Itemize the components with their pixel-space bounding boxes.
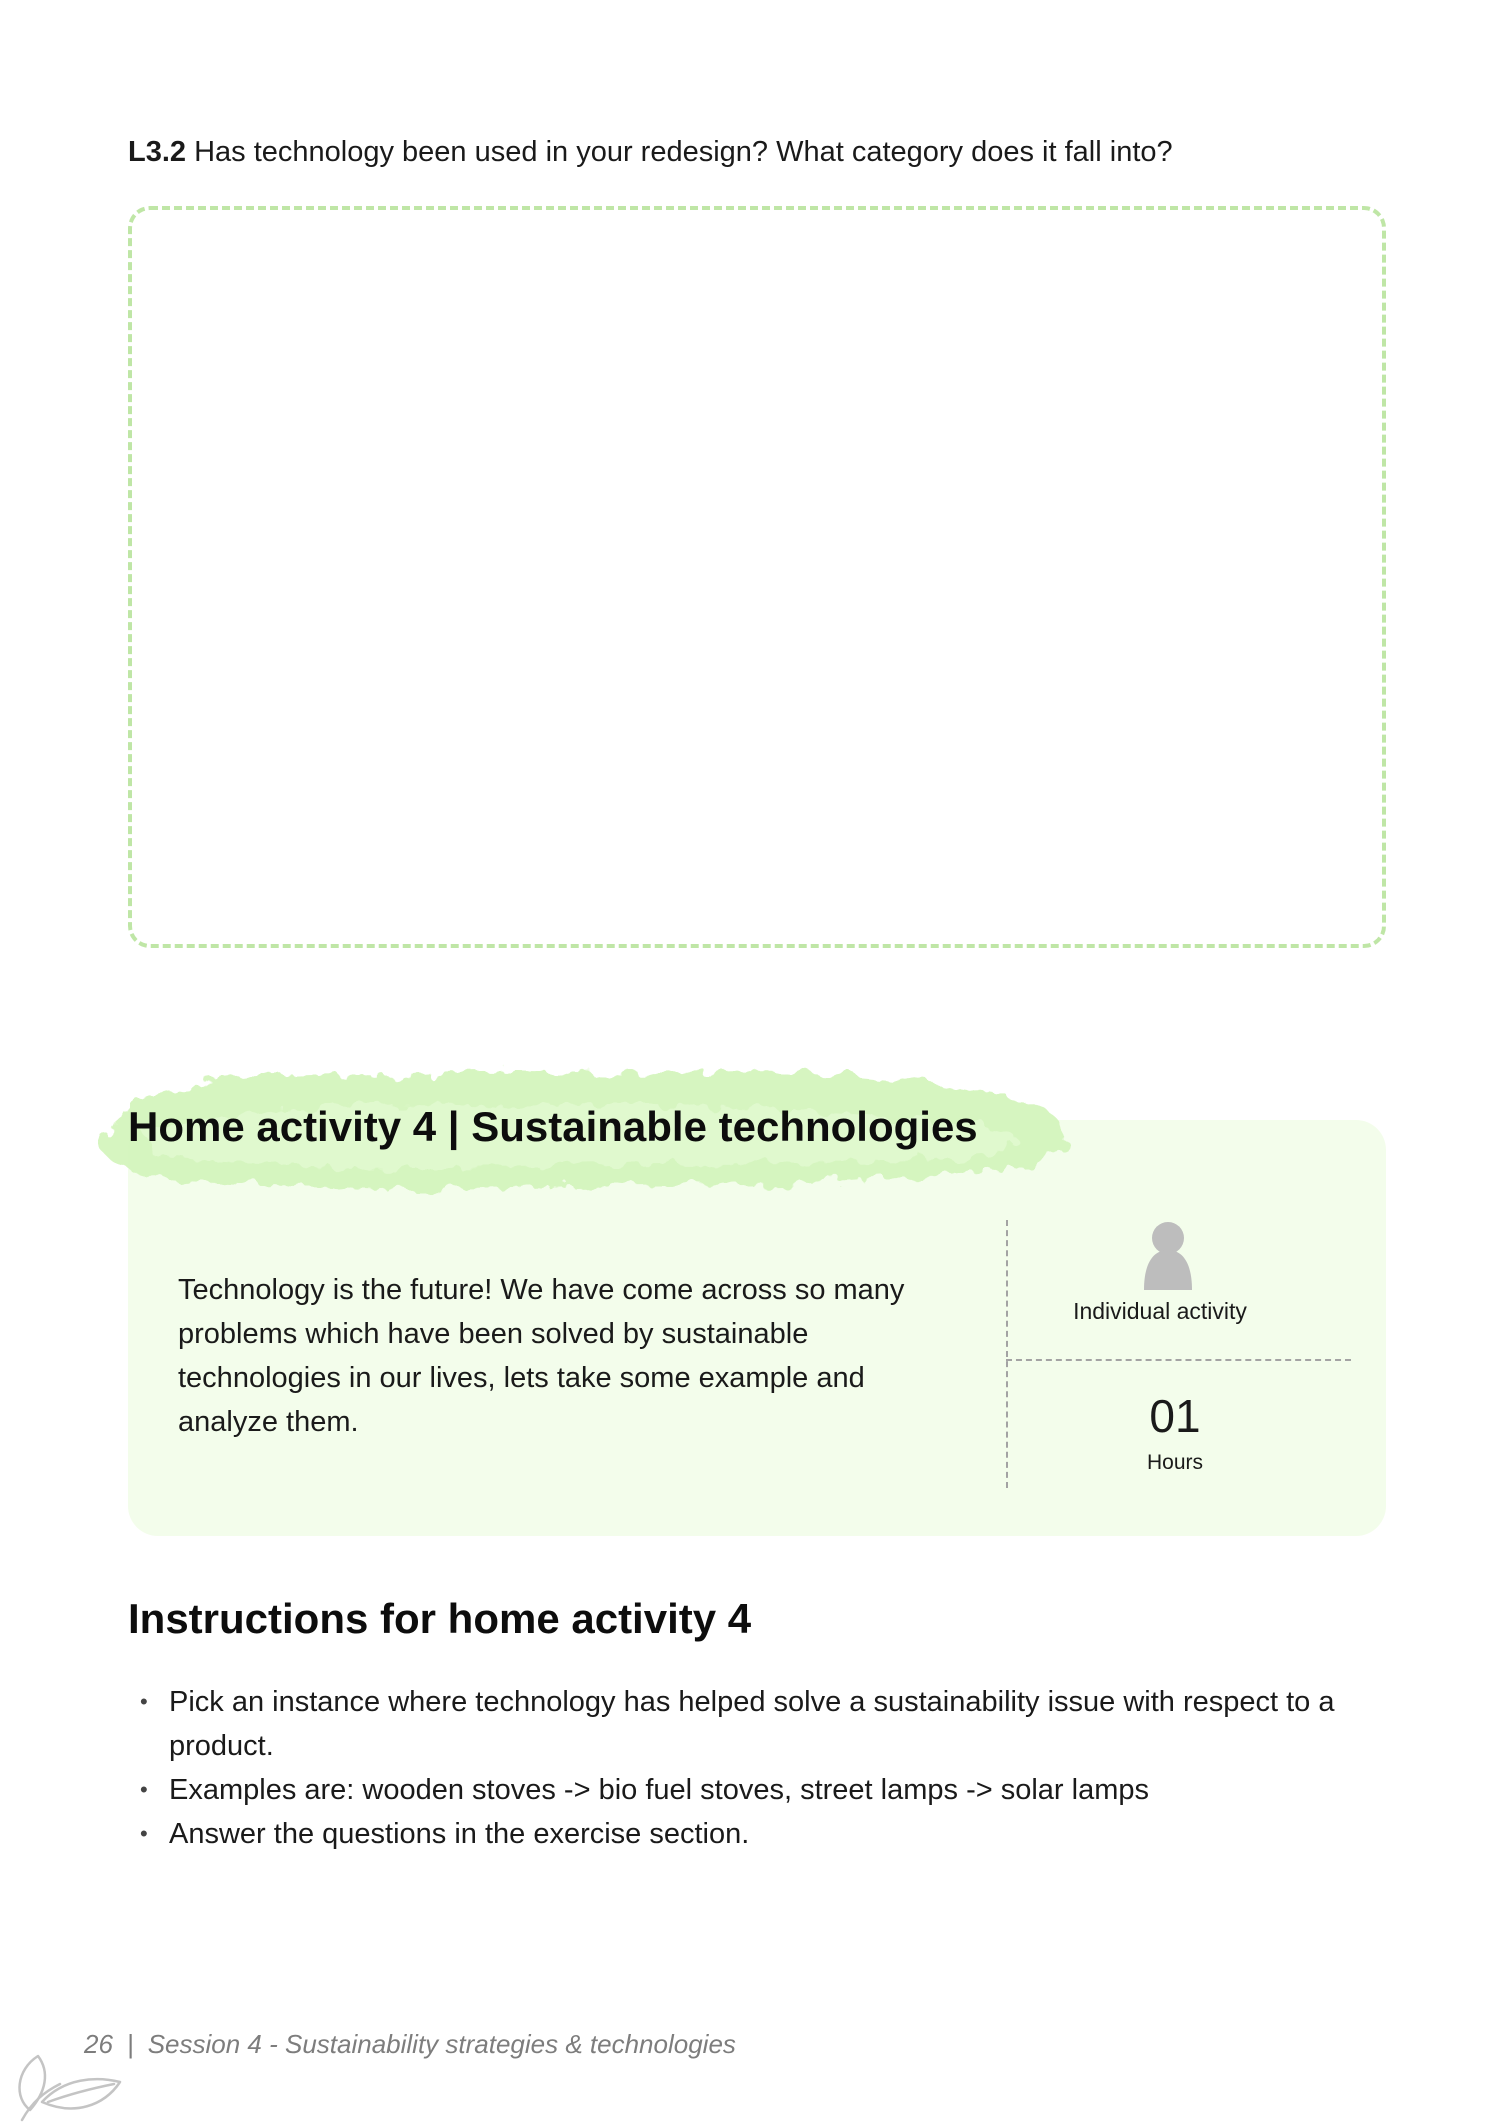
list-item-text: Answer the questions in the exercise section. [169,1818,750,1850]
activity-description: Technology is the future! We have come across so many problems which have been solved by sustainable technologies in our lives, lets take some example and analyze them. [178,1274,905,1438]
activity-type-label: Individual activity [1073,1298,1247,1324]
list-item [128,1768,1378,1812]
instructions-list [128,1680,1378,1856]
bullet: • [140,1821,148,1846]
duration-value: 01 [1149,1390,1201,1442]
page-number: 26 [84,2029,113,2059]
person-icon [1142,1220,1194,1290]
list-item-text: Examples are: wooden stoves -> bio fuel stoves, street lamps -> solar lamps [169,1774,1149,1806]
panel-divider-horizontal [1006,1359,1351,1361]
list-item [128,1680,1378,1768]
footer-separator: | [126,2029,134,2059]
duration-unit: Hours [1146,1451,1204,1474]
list-item-text: Pick an instance where technology has helped solve a sustainability issue with respect to a product. [169,1686,1335,1762]
page-footer [84,2026,984,2062]
leaf-icon [8,2052,126,2122]
activity-title: Home activity 4 | Sustainable technologies [128,1103,978,1150]
bullet: • [140,1689,148,1714]
instructions-heading: Instructions for home activity 4 [128,1595,752,1642]
answer-box[interactable] [128,206,1386,948]
footer-section-title: Session 4 - Sustainability strategies & technologies [147,2029,736,2059]
panel-divider-vertical [1006,1220,1008,1488]
list-item [128,1812,1378,1856]
question-prompt [128,132,1378,172]
bullet: • [140,1777,148,1802]
question-text: Has technology been used in your redesign? What category does it fall into? [194,136,1173,168]
question-number: L3.2 [128,136,187,168]
